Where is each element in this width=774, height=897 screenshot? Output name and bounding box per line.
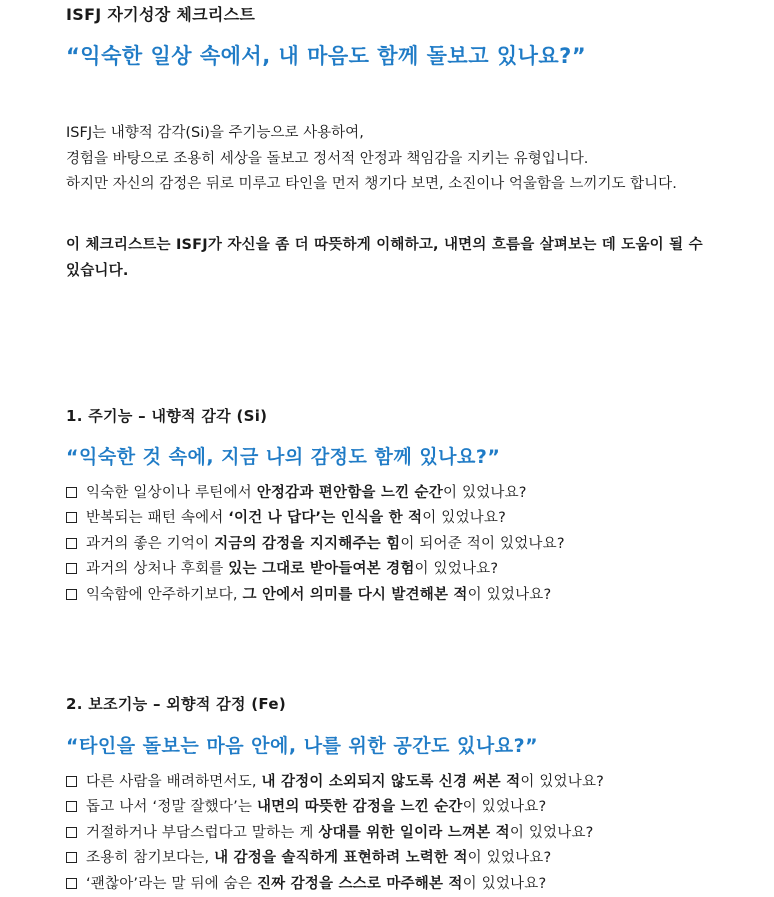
document-title: ISFJ 자기성장 체크리스트 <box>66 5 256 24</box>
checklist-item: 조용히 참기보다는, 내 감정을 솔직하게 표현하려 노력한 적이 있었나요? <box>66 846 604 871</box>
checkbox[interactable] <box>66 487 77 498</box>
section-quote: “타인을 돌보는 마음 안에, 나를 위한 공간도 있나요?” <box>66 735 539 757</box>
checklist-item: 돕고 나서 ‘정말 잘했다’는 내면의 따뜻한 감정을 느낀 순간이 있었나요? <box>66 795 604 820</box>
checkbox[interactable] <box>66 563 77 574</box>
checkbox[interactable] <box>66 776 77 787</box>
main-quote: “익숙한 일상 속에서, 내 마음도 함께 돌보고 있나요?” <box>66 44 587 68</box>
checkbox[interactable] <box>66 827 77 838</box>
checklist-item: 과거의 상처나 후회를 있는 그대로 받아들여본 경험이 있었나요? <box>66 557 565 582</box>
section-heading: 2. 보조기능 – 외향적 감정 (Fe) <box>66 695 286 713</box>
checklist-item: 익숙함에 안주하기보다, 그 안에서 의미를 다시 발견해본 적이 있었나요? <box>66 583 565 608</box>
checkbox[interactable] <box>66 538 77 549</box>
checklist-item: 반복되는 패턴 속에서 ‘이건 나 답다’는 인식을 한 적이 있었나요? <box>66 506 565 531</box>
checkbox[interactable] <box>66 878 77 889</box>
checklist-item: 익숙한 일상이나 루틴에서 안정감과 편안함을 느낀 순간이 있었나요? <box>66 481 565 506</box>
section-quote: “익숙한 것 속에, 지금 나의 감정도 함께 있나요?” <box>66 446 501 468</box>
intro-line: ISFJ는 내향적 감각(Si)을 주기능으로 사용하여, <box>66 125 364 141</box>
checklist <box>66 770 604 897</box>
intro-paragraph <box>66 121 718 198</box>
intro-line: 하지만 자신의 감정은 뒤로 미루고 타인을 먼저 챙기다 보면, 소진이나 억울함을 느끼기도 합니다. <box>66 176 677 192</box>
checkbox[interactable] <box>66 589 77 600</box>
checkbox[interactable] <box>66 852 77 863</box>
checklist-item: 과거의 좋은 기억이 지금의 감정을 지지해주는 힘이 되어준 적이 있었나요? <box>66 532 565 557</box>
checkbox[interactable] <box>66 801 77 812</box>
checklist-item: 거절하거나 부담스럽다고 말하는 게 상대를 위한 일이라 느껴본 적이 있었나요? <box>66 821 604 846</box>
checklist-item: ‘괜찮아’라는 말 뒤에 숨은 진짜 감정을 스스로 마주해본 적이 있었나요? <box>66 872 604 897</box>
intro-line: 경험을 바탕으로 조용히 세상을 돌보고 정서적 안정과 책임감을 지키는 유형입니다. <box>66 150 589 167</box>
checklist <box>66 481 565 608</box>
section-heading: 1. 주기능 – 내향적 감각 (Si) <box>66 407 268 425</box>
checkbox[interactable] <box>66 512 77 523</box>
intro-strong-paragraph: 이 체크리스트는 ISFJ가 자신을 좀 더 따뜻하게 이해하고, 내면의 흐름을 살펴보는 데 도움이 될 수 있습니다. <box>66 237 703 279</box>
checklist-item: 다른 사람을 배려하면서도, 내 감정이 소외되지 않도록 신경 써본 적이 있었나요? <box>66 770 604 795</box>
